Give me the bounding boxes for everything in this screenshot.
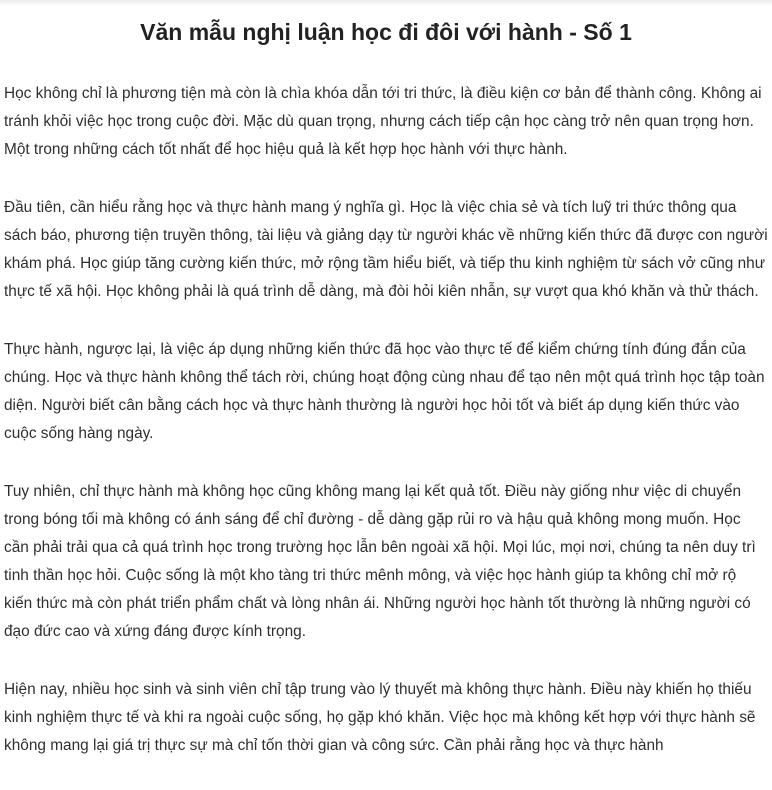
top-shadow: [0, 0, 772, 6]
paragraph-4: Tuy nhiên, chỉ thực hành mà không học cũng không mang lại kết quả tốt. Điều này giống như việc di chuyển trong bóng tối mà không có ánh sáng để chỉ đường - dễ dàng gặp rủi ro và hậu quả không mong muốn. Học cần phải trải qua cả quá trình học trong trường học lẫn bên ngoài xã hội. Mọi lúc, mọi nơi, chúng ta nên duy trì tinh thần học hỏi. Cuộc sống là một kho tàng tri thức mênh mông, và việc học hành giúp ta không chỉ mở rộ kiến thức mà còn phát triển phẩm chất và lòng nhân ái. Những người học hành tốt thường là những người có đạo đức cao và xứng đáng được kính trọng.: [4, 483, 756, 640]
paragraph-3: Thực hành, ngược lại, là việc áp dụng những kiến thức đã học vào thực tế để kiểm chứng tính đúng đắn của chúng. Học và thực hành không thể tách rời, chúng hoạt động cùng nhau để tạo nên một quá trình học tập toàn diện. Người biết cân bằng cách học và thực hành thường là người học hỏi tốt và biết áp dụng kiến thức vào cuộc sống hàng ngày.: [4, 341, 765, 442]
page-title: Văn mẫu nghị luận học đi đôi với hành - Số 1: [140, 19, 632, 45]
paragraph-5: Hiện nay, nhiều học sinh và sinh viên chỉ tập trung vào lý thuyết mà không thực hành. Điều này khiến họ thiếu kinh nghiệm thực tế và khi ra ngoài cuộc sống, họ gặp khó khăn. Việc học mà không kết hợp với thực hành sẽ không mang lại giá trị thực sự mà chỉ tốn thời gian và công sức. Cần phải rằng học và thực hành: [4, 681, 756, 754]
paragraph-1: Học không chỉ là phương tiện mà còn là chìa khóa dẫn tới tri thức, là điều kiện cơ bản để thành công. Không ai tránh khỏi việc học trong cuộc đời. Mặc dù quan trọng, nhưng cách tiếp cận học càng trở nên quan trọng hơn. Một trong những cách tốt nhất để học hiệu quả là kết hợp học hành với thực hành.: [4, 85, 762, 158]
article-body: [4, 80, 768, 790]
paragraph-2: Đầu tiên, cần hiểu rằng học và thực hành mang ý nghĩa gì. Học là việc chia sẻ và tích luỹ tri thức thông qua sách báo, phương tiện truyền thông, tài liệu và giảng dạy từ người khác về những kiến thức đã được con người khám phá. Học giúp tăng cường kiến thức, mở rộng tầm hiểu biết, và tiếp thu kinh nghiệm từ sách vở cũng như thực tế xã hội. Học không phải là quá trình dễ dàng, mà đòi hỏi kiên nhẫn, sự vượt qua khó khăn và thử thách.: [4, 199, 768, 300]
